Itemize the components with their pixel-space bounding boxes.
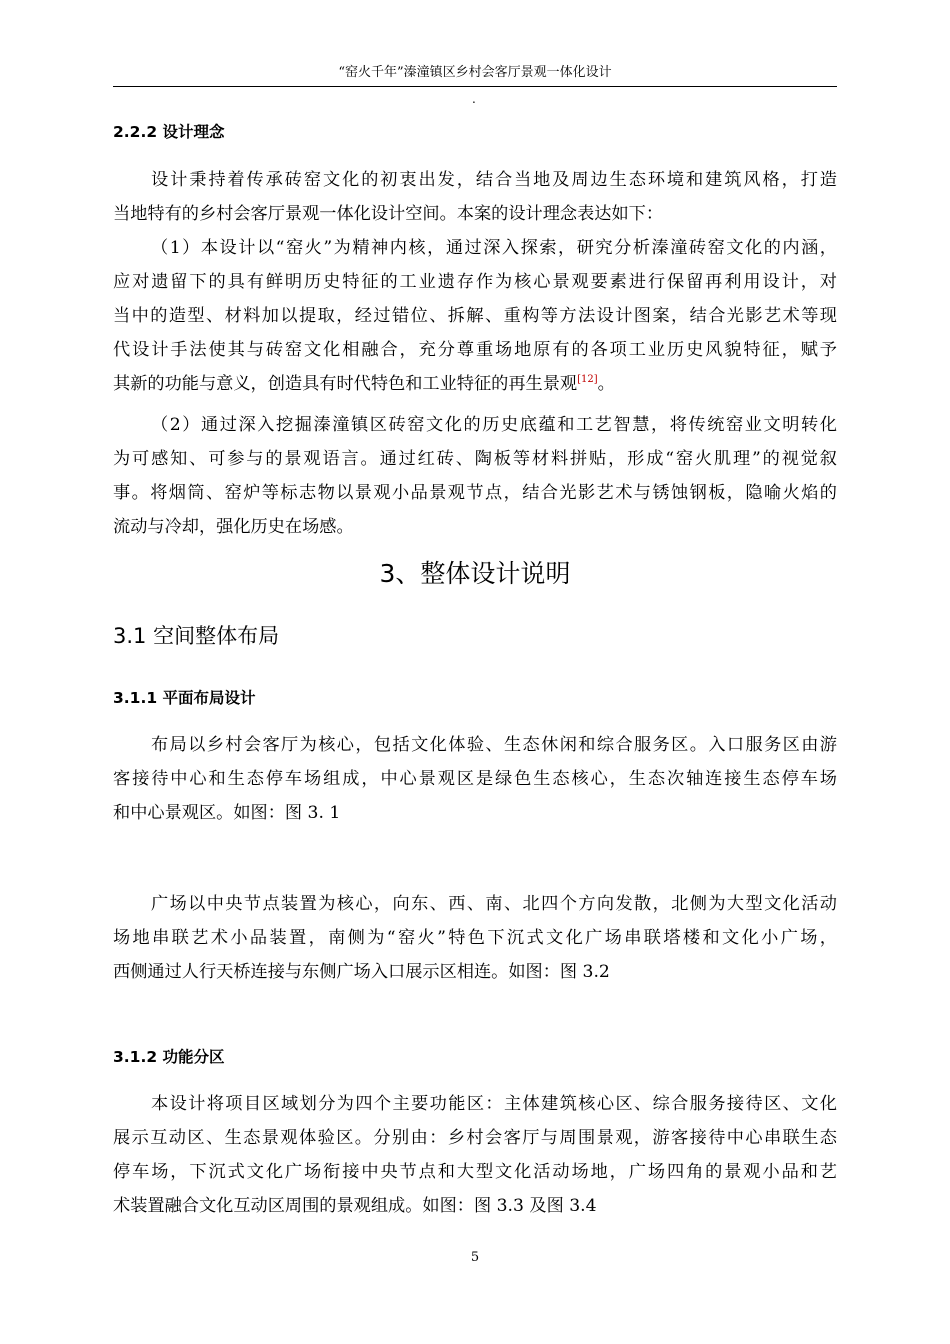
text-line: 布局以乡村会客厅为核心，包括文化体验、生态休闲和综合服务区。入口服务区由游 (151, 735, 837, 755)
header-dot: . (472, 92, 476, 106)
heading-2-2-2: 2.2.2 设计理念 (113, 123, 225, 141)
heading-3-1: 3.1 空间整体布局 (113, 624, 280, 648)
text-line: 代设计手法使其与砖窑文化相融合，充分尊重场地原有的各项工业历史风貌特征，赋予 (113, 340, 837, 360)
text-line: 西侧通过人行天桥连接与东侧广场入口展示区相连。如图：图 3.2 (113, 962, 610, 982)
text-line: 广场以中央节点装置为核心，向东、西、南、北四个方向发散，北侧为大型文化活动 (151, 894, 837, 914)
text-line: 设计秉持着传承砖窑文化的初衷出发，结合当地及周边生态环境和建筑风格，打造 (151, 170, 837, 190)
citation-12[interactable]: [12] (577, 374, 598, 385)
text-line: 展示互动区、生态景观体验区。分别由：乡村会客厅与周围景观，游客接待中心串联生态 (113, 1128, 837, 1148)
heading-3-1-2: 3.1.2 功能分区 (113, 1048, 225, 1066)
text-line: 当地特有的乡村会客厅景观一体化设计空间。本案的设计理念表达如下： (113, 204, 664, 224)
text-line: （1）本设计以“窑火”为精神内核，通过深入探索，研究分析溱潼砖窑文化的内涵， (151, 238, 837, 258)
text-line: 流动与冷却，强化历史在场感。 (113, 517, 354, 537)
header-rule (113, 86, 837, 87)
paragraph-concept-item-1 (113, 231, 837, 401)
chapter-title: 3、整体设计说明 (379, 559, 571, 588)
text-fragment: 其新的功能与意义，创造具有时代特色和工业特征的再生景观 (113, 374, 578, 394)
text-line: 本设计将项目区域划分为四个主要功能区：主体建筑核心区、综合服务接待区、文化 (151, 1094, 837, 1114)
text-line: 当中的造型、材料加以提取，经过错位、拆解、重构等方法设计图案，结合光影艺术等现 (113, 306, 837, 326)
paragraph-layout-2 (113, 887, 837, 989)
text-fragment: 。 (597, 374, 615, 394)
text-line: 为可感知、可参与的景观语言。通过红砖、陶板等材料拼贴，形成“窑火肌理”的视觉叙 (113, 449, 837, 469)
text-line: 场地串联艺术小品装置，南侧为“窑火”特色下沉式文化广场串联塔楼和文化小广场， (113, 928, 837, 948)
running-header: “窑火千年”溱潼镇区乡村会客厅景观一体化设计 (338, 65, 612, 80)
text-line: 应对遗留下的具有鲜明历史特征的工业遗存作为核心景观要素进行保留再利用设计，对 (113, 272, 837, 292)
text-line: 客接待中心和生态停车场组成，中心景观区是绿色生态核心，生态次轴连接生态停车场 (113, 769, 837, 789)
text-line: 术装置融合文化互动区周围的景观组成。如图：图 3.3 及图 3.4 (113, 1196, 597, 1216)
paragraph-concept-item-2 (113, 408, 837, 544)
text-line: 停车场，下沉式文化广场衔接中央节点和大型文化活动场地，广场四角的景观小品和艺 (113, 1162, 837, 1182)
paragraph-layout-1 (113, 728, 837, 830)
text-line (113, 367, 837, 401)
text-line: 事。将烟筒、窑炉等标志物以景观小品景观节点，结合光影艺术与锈蚀钢板，隐喻火焰的 (113, 483, 837, 503)
page-number: 5 (470, 1250, 480, 1265)
heading-3-1-1: 3.1.1 平面布局设计 (113, 689, 256, 707)
text-line: （2）通过深入挖掘溱潼镇区砖窑文化的历史底蕴和工艺智慧，将传统窑业文明转化 (151, 415, 837, 435)
paragraph-functional-zones (113, 1087, 837, 1223)
paragraph-design-concept-intro (113, 163, 837, 231)
text-line: 和中心景观区。如图：图 3. 1 (113, 803, 341, 823)
